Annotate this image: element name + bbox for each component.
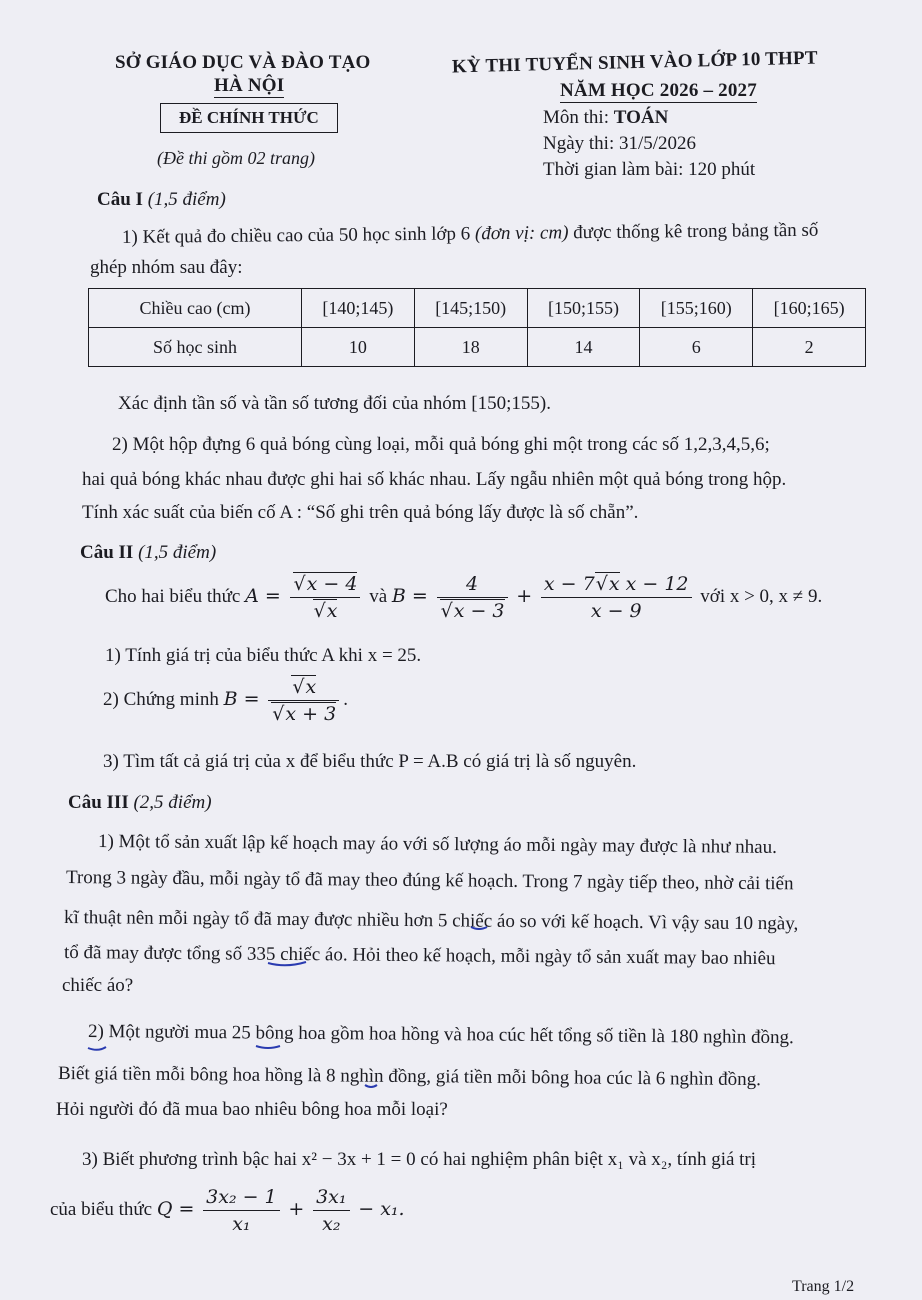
question-1-1-line2: ghép nhóm sau đây: (90, 257, 243, 278)
q1-1-text-a: 1) Kết quả đo chiều cao của 50 học sinh lớp 6 (121, 223, 476, 248)
question-3-1-line4: tổ đã may được tổng số 335 chiếc áo. Hỏi theo kế hoạch, mỗi ngày tổ sản xuất may bao nhiêu (63, 942, 776, 970)
question-3-2-line1: 2) Một người mua 25 bông hoa gồm hoa hồng và hoa cúc hết tổng số tiền là 180 nghìn đồng. (87, 1021, 794, 1049)
subject-label: Môn thi: (543, 107, 614, 128)
table-group-cell: [145;150) (414, 289, 527, 328)
question-1-title: Câu I (97, 189, 143, 210)
table-group-cell: [155;160) (640, 289, 753, 328)
official-label: ĐỀ CHÍNH THỨC (160, 103, 338, 133)
exam-date: Ngày thi: 31/5/2026 (543, 133, 697, 154)
question-2-3: 3) Tìm tất cả giá trị của x để biểu thức P = A.B có giá trị là số nguyên. (103, 751, 637, 772)
expr-a-denominator: √ x (313, 599, 338, 622)
table-count-cell: 6 (640, 328, 753, 367)
q2-2-denominator: √ x + 3 (271, 702, 336, 725)
table-group-cell: [150;155) (527, 289, 640, 328)
page-number: Trang 1/2 (792, 1278, 855, 1295)
question-3-2-line3: Hỏi người đó đã mua bao nhiêu bông hoa mỗi loại? (56, 1099, 448, 1120)
q3-3-frac1-denominator: x₁ (232, 1213, 251, 1235)
q2-intro: Cho hai biểu thức (105, 585, 246, 607)
q2-and: và (369, 585, 392, 607)
table-count-cell: 2 (753, 328, 866, 367)
subject-value: TOÁN (613, 107, 669, 128)
expr-a-lhs: A = (245, 584, 281, 607)
school-year: NĂM HỌC 2026 – 2027 (560, 80, 757, 101)
expr-b-plus: + (516, 584, 533, 607)
exam-title: KỲ THI TUYỂN SINH VÀO LỚP 10 THPT (451, 47, 818, 78)
question-3-1-line1: 1) Một tổ sản xuất lập kế hoạch may áo với số lượng áo mỗi ngày may được là như nhau. (97, 831, 778, 858)
table-count-cell: 18 (414, 328, 527, 367)
pen-underline-mark (365, 1085, 377, 1087)
department-name: SỞ GIÁO DỤC VÀ ĐÀO TẠO (115, 52, 371, 73)
question-3-3-line2: của biểu thức Q = $\frac{\text{3x₂ − 1}}{\text{x₁}}$ + $\frac{\text{3x₁}}{\text{x₂}}$ − x₁. (50, 1186, 405, 1235)
question-1-points: (1,5 điểm) (147, 189, 226, 210)
expr-b2-numerator-b: x − 12 (625, 573, 689, 595)
question-1-2-line3: Tính xác suất của biến cố A : “Số ghi trên quả bóng lấy được là số chẵn”. (82, 502, 639, 523)
table-count-cell: 10 (302, 328, 415, 367)
q2-2-period: . (343, 688, 348, 710)
question-3-points: (2,5 điểm) (133, 792, 212, 813)
q3-3-text: của biểu thức (50, 1198, 157, 1220)
expr-b2-denominator: x − 9 (590, 600, 642, 622)
expr-b1-denominator: √ x − 3 (440, 599, 505, 622)
question-1-1-task: Xác định tần số và tần số tương đối của nhóm [150;155). (118, 393, 551, 414)
expr-b-lhs: B = (391, 584, 428, 607)
department-city: HÀ NỘI (214, 75, 285, 96)
q3-3-frac2-denominator: x₂ (322, 1213, 341, 1235)
question-3-2-line2: Biết giá tiền mỗi bông hoa hồng là 8 nghìn đồng, giá tiền mỗi bông hoa cúc là 6 nghìn đồng. (57, 1063, 761, 1091)
table-group-cell: [140;145) (302, 289, 415, 328)
q1-1-unit: (đơn vị: cm) (474, 222, 569, 245)
exam-duration: Thời gian làm bài: 120 phút (543, 159, 756, 180)
expr-b-fraction-2: $\frac{\text{x − 7√ x x − 12}}{x - 9}$ (541, 573, 692, 622)
q2-2-numerator: √ x (291, 675, 316, 698)
pen-underline-mark (471, 927, 487, 929)
q3-3-tail: − x₁. (358, 1197, 405, 1220)
q3-3-lhs: Q = (156, 1197, 195, 1220)
question-3-1-line5: chiếc áo? (62, 975, 134, 996)
q2-2-lhs: B = (223, 687, 260, 710)
q3-3-frac2-numerator: 3x₁ (313, 1186, 349, 1211)
question-3-3-line1: 3) Biết phương trình bậc hai x² − 3x + 1 = 0 có hai nghiệm phân biệt x₁ và x₂, tính giá trị (82, 1149, 757, 1170)
pen-underline-mark (256, 1046, 280, 1048)
q2-condition: với x > 0, x ≠ 9. (700, 585, 823, 607)
question-2-points: (1,5 điểm) (138, 542, 217, 563)
question-1-2-line1: 2) Một hộp đựng 6 quả bóng cùng loại, mỗi quả bóng ghi một trong các số 1,2,3,4,5,6; (112, 434, 770, 455)
q1-1-text-b: được thống kê trong bảng tần số (568, 219, 819, 244)
pen-underline-mark (88, 1047, 106, 1050)
table-count-cell: 14 (527, 328, 640, 367)
pages-note: (Đề thi gồm 02 trang) (157, 148, 315, 168)
question-3-title: Câu III (68, 792, 129, 813)
pen-underline-mark (268, 962, 306, 965)
table-header-count: Số học sinh (89, 328, 302, 367)
table-header-height: Chiều cao (cm) (89, 289, 302, 328)
q2-2-text: 2) Chứng minh (103, 688, 224, 710)
expr-a-numerator: √ x − 4 (293, 572, 358, 595)
question-3-1-line2: Trong 3 ngày đầu, mỗi ngày tổ đã may theo đúng kế hoạch. Trong 7 ngày tiếp theo, nhờ cải tiến (65, 867, 794, 895)
table-group-cell: [160;165) (753, 289, 866, 328)
question-3-1-line3: kĩ thuật nên mỗi ngày tổ đã may được nhiều hơn 5 chiếc áo so với kế hoạch. Vì vậy sau 10 ngày, (63, 907, 799, 935)
question-2-1: 1) Tính giá trị của biểu thức A khi x = 25. (105, 645, 422, 666)
q3-3-frac1-numerator: 3x₂ − 1 (203, 1186, 280, 1211)
question-1-2-line2: hai quả bóng khác nhau được ghi hai số khác nhau. Lấy ngẫu nhiên một quả bóng trong hộp. (82, 469, 787, 490)
question-2-title: Câu II (80, 542, 134, 563)
expr-b2-numerator-a: x − 7 (543, 573, 595, 595)
expr-b1-numerator: 4 (437, 573, 508, 598)
